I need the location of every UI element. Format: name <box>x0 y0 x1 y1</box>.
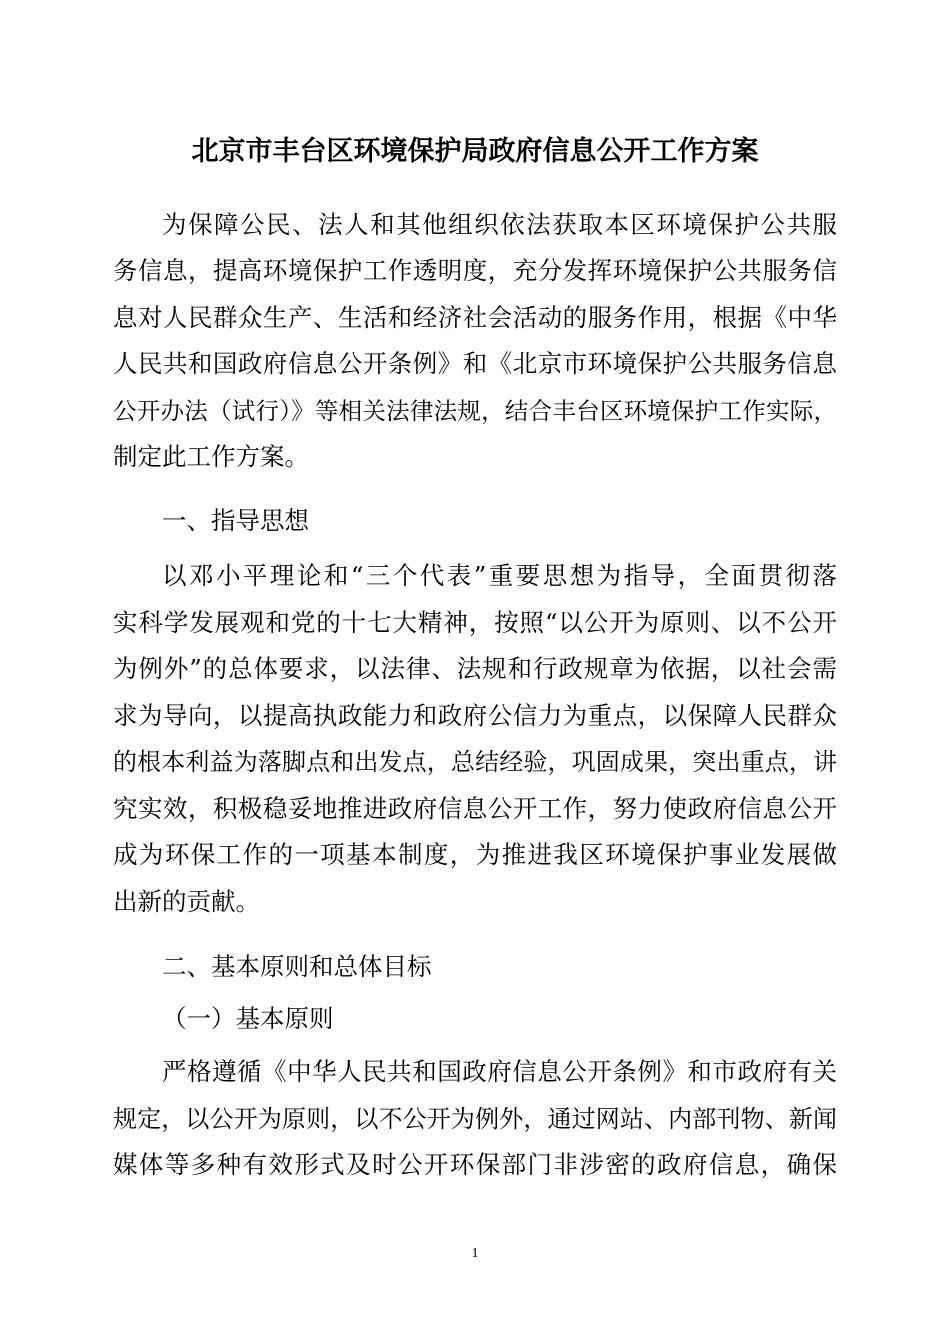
paragraph-line: 出新的贡献。 <box>113 887 260 916</box>
paragraph-line: 务信息，提高环境保护工作透明度，充分发挥环境保护公共服务信 <box>113 256 837 285</box>
page-number: 1 <box>471 1246 479 1261</box>
paragraph-line: 实科学发展观和党的十七大精神，按照“以公开为原则、以不公开 <box>113 608 837 637</box>
paragraph-line: 成为环保工作的一项基本制度，为推进我区环境保护事业发展做 <box>113 840 837 869</box>
paragraph-line: 究实效，积极稳妥地推进政府信息公开工作，努力使政府信息公开 <box>113 794 837 823</box>
section-heading: 一、指导思想 <box>162 506 309 535</box>
subsection-heading: （一）基本原则 <box>162 1004 334 1033</box>
paragraph-line: 为保障公民、法人和其他组织依法获取本区环境保护公共服 <box>162 210 837 239</box>
section-heading: 二、基本原则和总体目标 <box>162 952 432 981</box>
paragraph-line: 规定，以公开为原则，以不公开为例外，通过网站、内部刊物、新闻 <box>113 1105 837 1133</box>
paragraph-line: 人民共和国政府信息公开条例》和《北京市环境保护公共服务信息 <box>113 349 837 378</box>
paragraph-line: 息对人民群众生产、生活和经济社会活动的服务作用，根据《中华 <box>113 303 837 332</box>
paragraph-line: 严格遵循《中华人民共和国政府信息公开条例》和市政府有关 <box>162 1057 837 1086</box>
paragraph-line: 求为导向，以提高执政能力和政府公信力为重点，以保障人民群众 <box>113 701 837 730</box>
document-title: 北京市丰台区环境保护局政府信息公开工作方案 <box>191 136 759 167</box>
paragraph-line: 制定此工作方案。 <box>113 442 309 471</box>
paragraph-line: 为例外”的总体要求，以法律、法规和行政规章为依据，以社会需 <box>113 654 837 683</box>
paragraph-line: 媒体等多种有效形式及时公开环保部门非涉密的政府信息，确保 <box>113 1150 837 1179</box>
paragraph-line: 的根本利益为落脚点和出发点，总结经验，巩固成果，突出重点，讲 <box>113 748 837 776</box>
paragraph-line: 以邓小平理论和“三个代表”重要思想为指导，全面贯彻落 <box>162 561 837 590</box>
paragraph-line: 公开办法（试行）》等相关法律法规，结合丰台区环境保护工作实际， <box>113 397 837 425</box>
